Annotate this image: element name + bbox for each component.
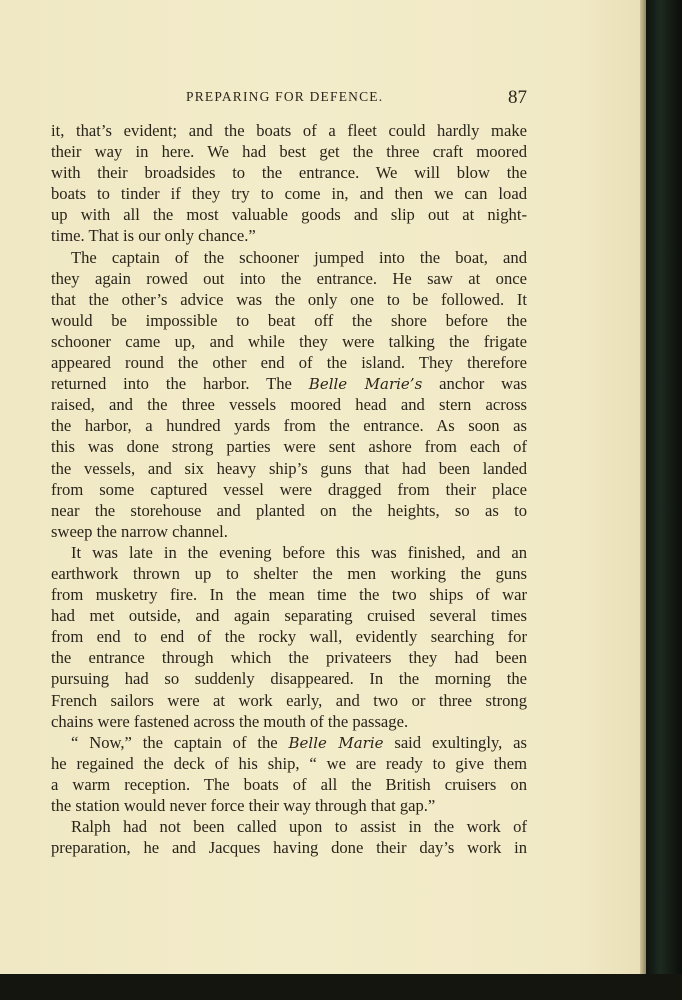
- text-line: Ralph had not been called upon to assist in the work of: [71, 817, 527, 837]
- text-line: the harbor, a hundred yards from the entrance. As soon as: [51, 416, 527, 436]
- text-line: near the storehouse and planted on the heights, so as to: [51, 500, 527, 520]
- text-segment: “ Now,” the captain of the: [71, 732, 278, 752]
- text-line: that the other’s advice was the only one to be followed. It: [51, 289, 527, 309]
- text-line: The captain of the schooner jumped into the boat, and: [71, 247, 527, 267]
- text-segment: returned into the harbor. The: [51, 374, 292, 394]
- text-line: pursuing had so suddenly disappeared. In the morning the: [51, 669, 527, 689]
- page-number: 87: [508, 87, 527, 108]
- ship-name-italic: Belle Marie: [288, 733, 384, 752]
- text-line: this was done strong parties were sent ashore from each of: [51, 437, 527, 457]
- body-text: [51, 120, 527, 858]
- text-line: preparation, he and Jacques having done their day’s work in: [51, 838, 527, 858]
- text-line: It was late in the evening before this was finished, and an: [71, 542, 527, 562]
- text-segment: anchor was: [422, 374, 527, 394]
- text-line: earthwork thrown up to shelter the men working the guns: [51, 563, 527, 583]
- text-line: he regained the deck of his ship, “ we are ready to give them: [51, 753, 527, 773]
- text-line: the entrance through which the privateers they had been: [51, 648, 527, 668]
- text-line: from end to end of the rocky wall, evidently searching for: [51, 627, 527, 647]
- running-header: PREPARING FOR DEFENCE.: [186, 89, 384, 104]
- text-line: the vessels, and six heavy ship’s guns that had been landed: [51, 458, 527, 478]
- book-spine: [646, 0, 682, 1000]
- text-line-with-italic: [51, 732, 527, 753]
- text-line: the station would never force their way through that gap.”: [51, 796, 436, 815]
- text-line: a warm reception. The boats of all the British cruisers on: [51, 774, 527, 794]
- text-line: from some captured vessel were dragged from their place: [51, 479, 527, 499]
- text-line: their way in here. We had best get the three craft moored: [51, 142, 527, 162]
- text-line: they again rowed out into the entrance. He saw at once: [51, 268, 527, 288]
- text-line: boats to tinder if they try to come in, and then we can load: [51, 184, 527, 204]
- text-line: chains were fastened across the mouth of the passage.: [51, 711, 409, 731]
- text-line: up with all the most valuable goods and slip out at night-: [51, 205, 527, 225]
- text-line: had met outside, and again separating cruised several times: [51, 606, 527, 626]
- text-line-with-italic: [51, 373, 527, 394]
- text-segment: said exultingly, as: [383, 732, 527, 752]
- text-line: from musketry fire. In the mean time the two ships of war: [51, 585, 527, 605]
- text-line: French sailors were at work early, and two or three strong: [51, 690, 527, 710]
- text-line: would be impossible to beat off the shore before the: [51, 310, 527, 330]
- bottom-shadow: [0, 974, 682, 1000]
- text-line: raised, and the three vessels moored head and stern across: [51, 395, 527, 415]
- text-line: it, that’s evident; and the boats of a fleet could hardly make: [51, 121, 527, 140]
- text-line: appeared round the other end of the island. They therefore: [51, 353, 527, 373]
- text-line: time. That is our only chance.”: [51, 226, 256, 246]
- text-line: with their broadsides to the entrance. We will blow the: [51, 163, 527, 183]
- text-line: sweep the narrow channel.: [51, 521, 228, 541]
- ship-name-italic: Belle Marie’s: [308, 375, 423, 394]
- text-line: schooner came up, and while they were talking the frigate: [51, 331, 527, 351]
